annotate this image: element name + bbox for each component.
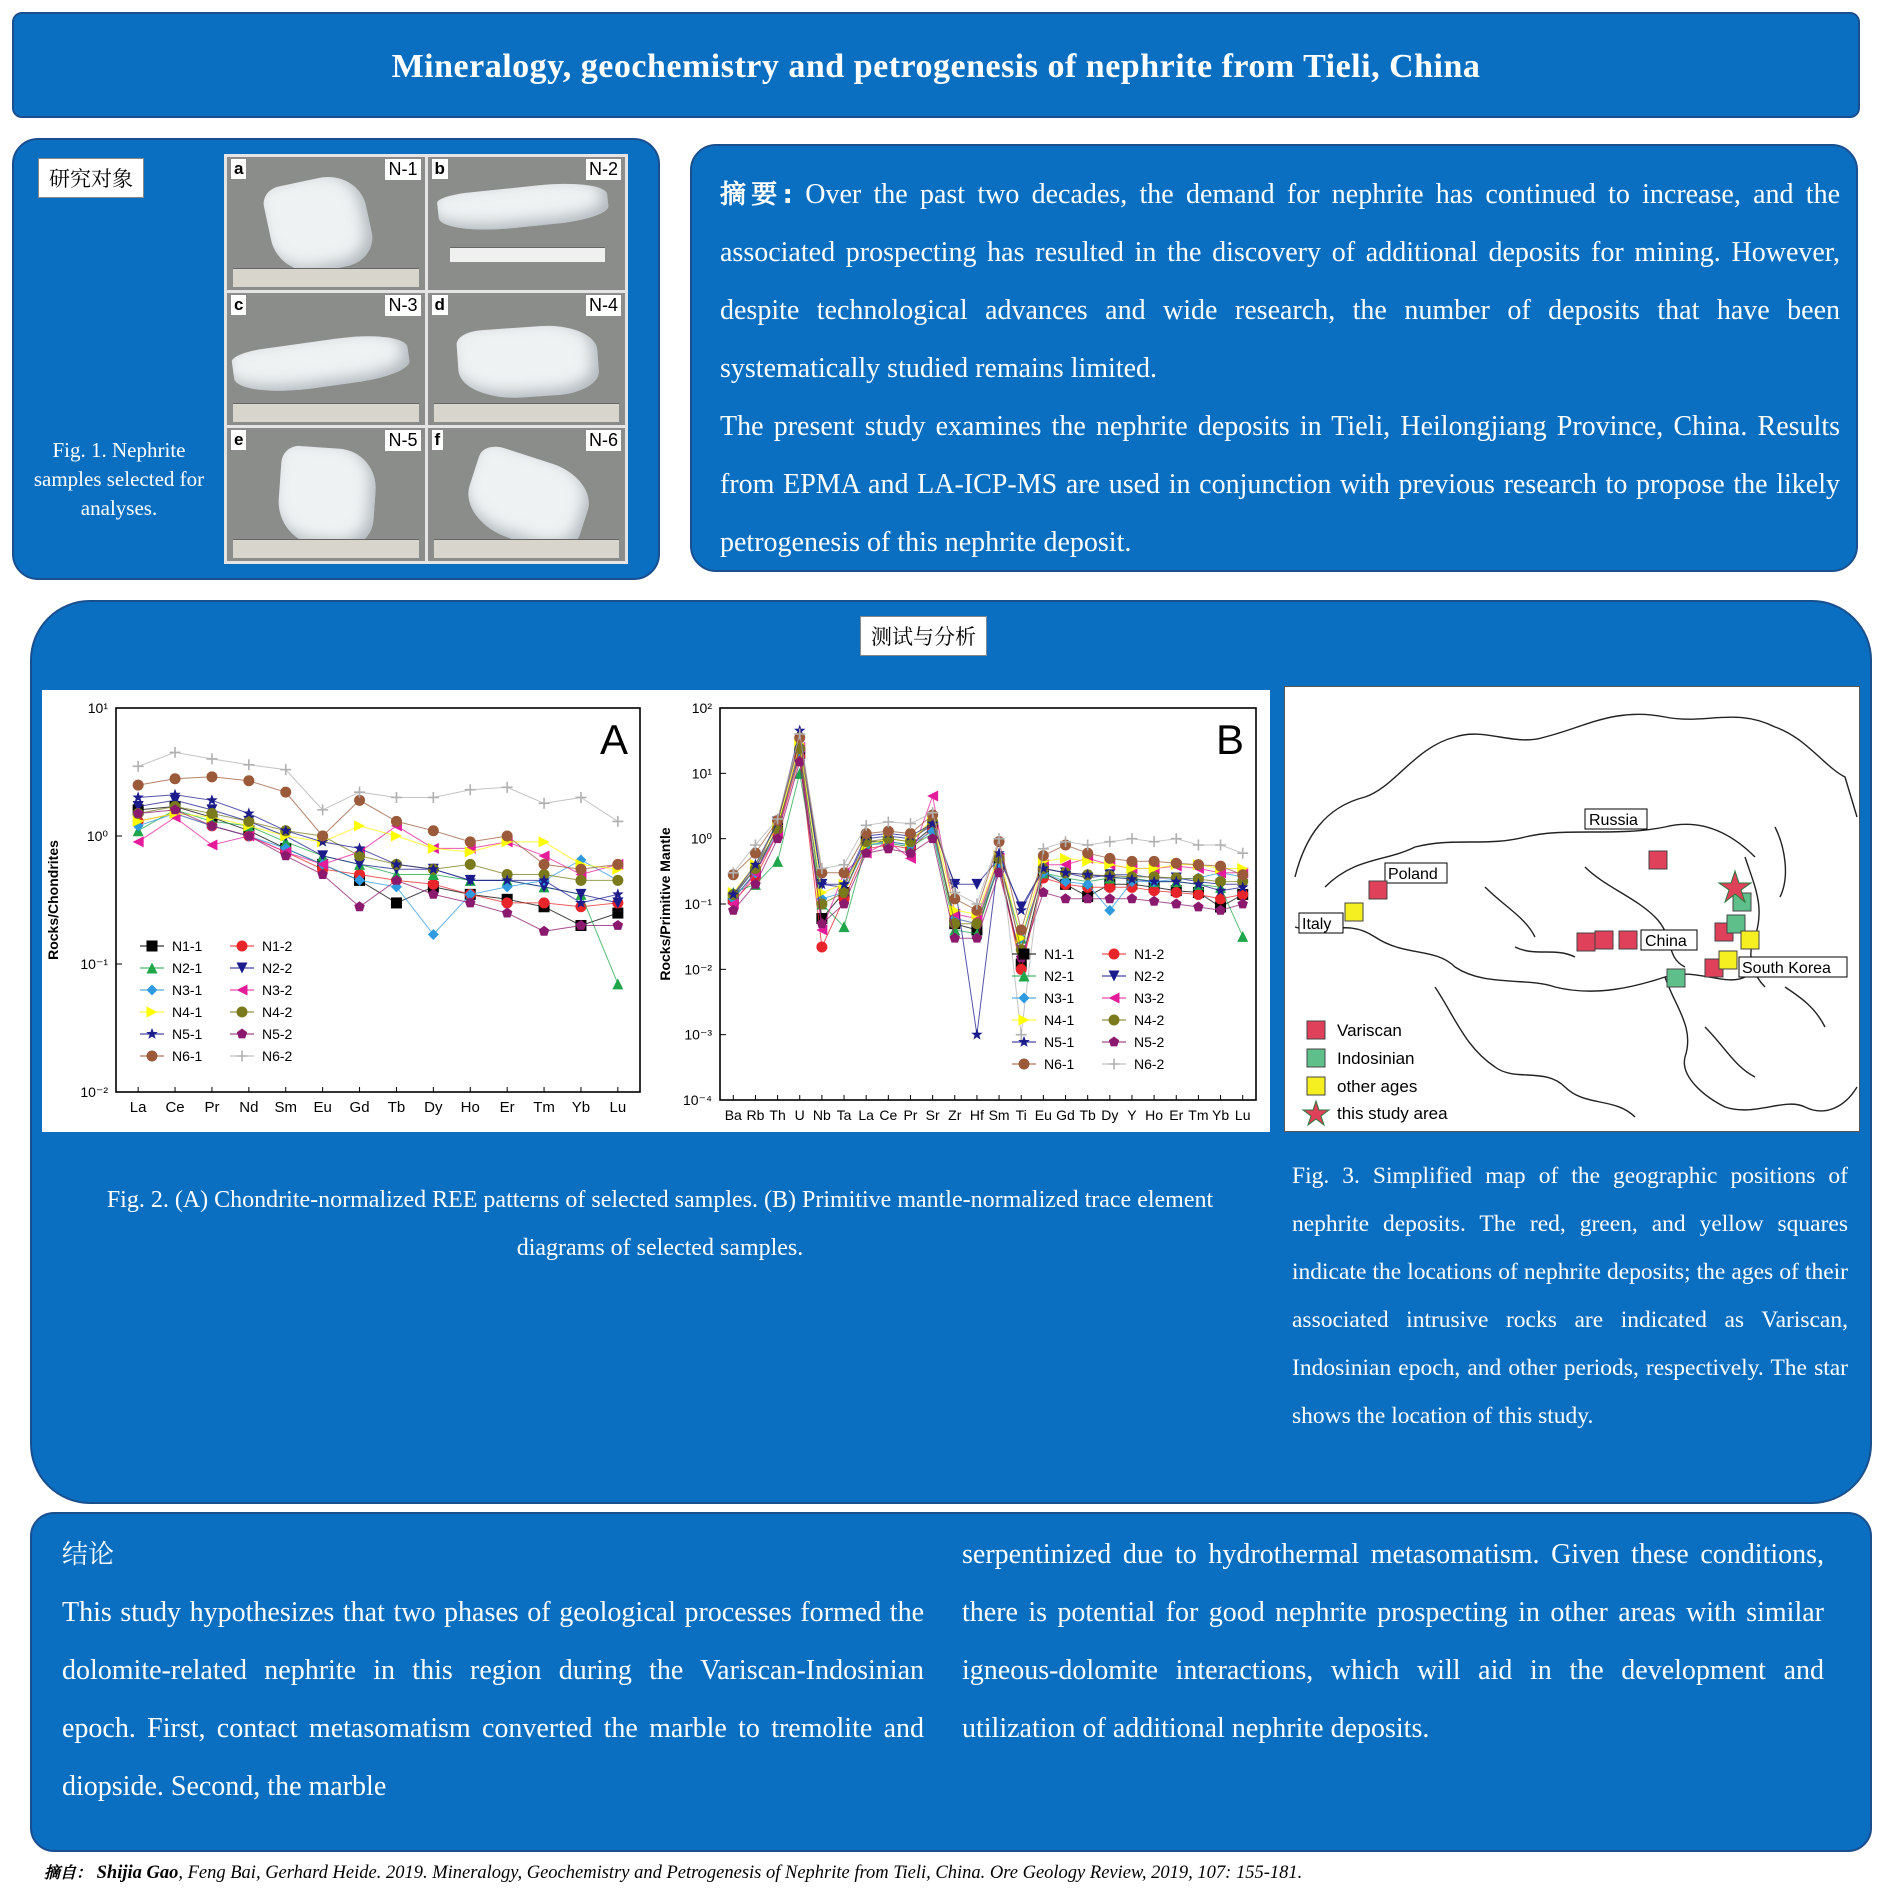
panel-label: B [1215, 716, 1244, 763]
data-point [317, 831, 328, 842]
x-tick-label: La [129, 1099, 147, 1116]
data-point [132, 791, 144, 802]
poster-title: Mineralogy, geochemistry and petrogenesis of nephrite from Tieli, China [391, 48, 1481, 85]
data-point [1193, 859, 1204, 870]
x-tick-label: Gd [349, 1099, 370, 1116]
data-point [1171, 899, 1182, 909]
data-point [1149, 836, 1160, 847]
data-point [465, 784, 476, 795]
data-point [1016, 1029, 1027, 1040]
trace-chart-b [656, 690, 1270, 1132]
data-point [354, 850, 365, 861]
data-point [391, 831, 402, 842]
data-point [1060, 893, 1071, 903]
data-point [1193, 889, 1204, 900]
data-point [354, 820, 365, 831]
data-point [1126, 833, 1137, 844]
data-point [465, 836, 476, 847]
title-banner [12, 12, 1860, 118]
fig2-caption: Fig. 2. (A) Chondrite-normalized REE patterns of selected samples. (B) Primitive mantle-normalized trace element diagrams of selected samples. [106, 1187, 1214, 1261]
data-point [428, 879, 439, 890]
variscan-deposit-marker [1595, 931, 1613, 949]
other-age-deposit-marker [1345, 903, 1363, 921]
sample-photo: f N-6 [428, 428, 626, 561]
series-N4-2 [133, 801, 624, 886]
x-tick-label: Nb [812, 1107, 831, 1123]
series-line [733, 747, 1242, 949]
x-tick-label: Y [1127, 1107, 1137, 1123]
variscan-deposit-marker [1577, 933, 1595, 951]
legend-label: N2-1 [172, 960, 203, 976]
data-point [905, 818, 916, 829]
x-tick-label: Dy [424, 1099, 443, 1116]
conclusion-label: 结论 [62, 1540, 115, 1570]
y-tick-label: 10¹ [691, 765, 712, 782]
legend-study-area: this study area [1337, 1104, 1448, 1123]
data-point [971, 1029, 983, 1040]
x-tick-label: Eu [1034, 1107, 1052, 1123]
legend-label: N5-1 [172, 1026, 203, 1042]
legend-marker [1109, 1037, 1119, 1047]
legend-label: N1-2 [262, 938, 293, 954]
variscan-deposit-marker [1619, 931, 1637, 949]
x-tick-label: Tb [387, 1099, 406, 1116]
data-point [1127, 893, 1138, 903]
legend-label: N3-2 [262, 982, 293, 998]
x-tick-label: Er [1169, 1107, 1184, 1123]
legend-marker [237, 941, 248, 952]
x-tick-label: Ho [1145, 1107, 1164, 1123]
chart-legend [1012, 946, 1165, 1072]
data-point [1171, 858, 1182, 869]
series-N5-1 [132, 789, 623, 908]
data-point [1193, 902, 1203, 912]
y-axis-label: Rocks/Primitive Mantle [657, 827, 673, 981]
data-point [539, 798, 550, 809]
legend-marker [237, 985, 248, 996]
data-point [502, 782, 513, 793]
legend-marker [237, 1029, 247, 1039]
data-point [206, 753, 217, 764]
abstract-para-2: The present study examines the nephrite deposits in Tieli, Heilongjiang Province, China. Results from EPMA and LA-ICP-MS are used in conjunction with previous research to propose the likely petrogenesis of this nephrite deposit. [720, 411, 1840, 558]
x-tick-label: Zr [948, 1107, 962, 1123]
legend-label: N6-2 [1134, 1056, 1165, 1072]
legend-label: N2-1 [1044, 968, 1075, 984]
data-point [1104, 853, 1115, 864]
y-tick-label: 10⁻⁴ [683, 1092, 712, 1108]
legend-marker [1019, 993, 1030, 1004]
data-point [502, 897, 513, 908]
ree-chart-a [42, 690, 656, 1132]
y-axis-label: Rocks/Chondrites [45, 840, 61, 960]
data-point [428, 792, 439, 803]
abstract-para-1: Over the past two decades, the demand for nephrite has continued to increase, and the associated prospecting has resulted in the discovery of additional deposits for mining. However, despite technological advances and wide research, the number of deposits that have been systematically studied remains limited. [720, 179, 1841, 384]
x-tick-label: Ba [724, 1107, 742, 1123]
series-line [733, 731, 1242, 1035]
indosinian-deposit-marker [1667, 969, 1685, 987]
data-point [1082, 839, 1093, 850]
x-tick-label: Ce [165, 1099, 185, 1116]
y-tick-label: 10⁰ [690, 830, 712, 847]
chart-legend [140, 938, 293, 1064]
map-label-russia: Russia [1589, 812, 1638, 829]
legend-label: N4-2 [262, 1004, 293, 1020]
legend-label: N6-1 [1044, 1056, 1075, 1072]
legend-marker [1019, 949, 1030, 960]
data-point [772, 856, 783, 867]
data-point [539, 859, 550, 870]
legend-variscan: Variscan [1337, 1021, 1402, 1040]
y-tick-label: 10² [691, 700, 712, 716]
other-age-deposit-marker [1719, 951, 1737, 969]
data-point [1237, 931, 1248, 942]
data-point [575, 792, 586, 803]
series-N6-2 [133, 747, 624, 827]
legend-label: N4-1 [1044, 1012, 1075, 1028]
x-tick-label: U [794, 1107, 805, 1123]
legend-marker [1019, 1059, 1030, 1070]
data-point [391, 816, 402, 827]
legend-label: N5-2 [262, 1026, 293, 1042]
variscan-deposit-marker [1369, 881, 1387, 899]
legend-label: N1-2 [1134, 946, 1165, 962]
panel-label: A [599, 716, 628, 763]
abstract-text [720, 166, 1840, 572]
x-tick-label: Dy [1101, 1107, 1119, 1123]
citation-tag: 摘自： [44, 1863, 93, 1882]
data-point [1237, 848, 1248, 859]
legend-label: N4-1 [172, 1004, 203, 1020]
legend-label: N5-1 [1044, 1034, 1075, 1050]
data-point [243, 816, 254, 827]
data-point [1171, 887, 1182, 898]
data-point [927, 790, 938, 801]
data-point [575, 875, 586, 886]
legend-marker [1109, 1015, 1120, 1026]
map-svg [1285, 687, 1859, 1131]
data-point [502, 831, 513, 842]
x-tick-label: Yb [1211, 1107, 1230, 1123]
y-tick-label: 10⁻¹ [684, 896, 712, 912]
data-point [170, 747, 181, 758]
data-point [1238, 899, 1248, 909]
x-tick-label: Sm [988, 1107, 1010, 1123]
x-tick-label: La [858, 1107, 874, 1123]
legend-label: N2-2 [1134, 968, 1165, 984]
sample-photo: b N-2 [428, 157, 626, 290]
x-tick-label: Tb [1079, 1107, 1096, 1123]
data-point [816, 899, 827, 910]
legend-other-ages: other ages [1337, 1077, 1418, 1096]
sample-photo-grid [224, 154, 628, 564]
data-point [465, 859, 476, 870]
abstract-panel [690, 144, 1858, 572]
legend-label: N6-1 [172, 1048, 203, 1064]
map-label-poland: Poland [1388, 866, 1438, 883]
x-tick-label: Sr [925, 1107, 940, 1123]
citation-author: Shijia Gao [96, 1863, 179, 1883]
legend-label: N1-1 [172, 938, 203, 954]
data-point [1171, 833, 1182, 844]
data-point [612, 816, 623, 827]
map-label-south-korea: South Korea [1742, 960, 1831, 977]
legend-marker [237, 1007, 248, 1018]
legend-label: N4-2 [1134, 1012, 1165, 1028]
legend-marker [1109, 1059, 1120, 1070]
x-tick-label: Er [499, 1099, 515, 1116]
fig1-caption: Fig. 1. Nephrite samples selected for analyses. [33, 438, 205, 520]
series-N2-1 [133, 804, 624, 989]
legend-label: N3-2 [1134, 990, 1165, 1006]
legend-marker [147, 985, 158, 996]
y-tick-label: 10¹ [87, 700, 108, 716]
data-point [883, 816, 894, 827]
x-tick-label: Eu [313, 1099, 332, 1116]
x-tick-label: Pr [204, 1099, 220, 1116]
legend-marker [147, 941, 158, 952]
data-point [539, 836, 550, 847]
data-point [905, 828, 916, 839]
data-point [206, 808, 217, 819]
x-tick-label: Pr [903, 1107, 918, 1123]
sample-photo: d N-4 [428, 293, 626, 426]
legend-label: N2-2 [262, 960, 293, 976]
legend-marker [237, 1051, 248, 1062]
data-point [612, 978, 623, 989]
legend-marker [146, 1028, 158, 1039]
data-point [354, 787, 365, 798]
y-tick-label: 10⁻¹ [80, 956, 108, 972]
map-label-italy: Italy [1302, 916, 1332, 933]
citation [44, 1860, 1302, 1884]
series-line [733, 762, 1242, 958]
data-point [243, 759, 254, 770]
x-tick-label: Nd [239, 1099, 259, 1116]
data-point [428, 825, 439, 836]
legend-marker [1019, 1015, 1030, 1026]
x-tick-label: Lu [609, 1099, 627, 1116]
data-point [1215, 839, 1226, 850]
variscan-deposit-marker [1649, 851, 1667, 869]
data-point [206, 771, 217, 782]
data-point [816, 941, 827, 952]
data-point [1237, 869, 1248, 880]
legend-marker [1018, 1036, 1030, 1047]
legend-marker [1109, 993, 1120, 1004]
y-tick-label: 10⁻² [684, 961, 712, 978]
y-tick-label: 10⁻² [80, 1084, 108, 1100]
legend-label: N6-2 [262, 1048, 293, 1064]
map-label-china: China [1645, 933, 1687, 950]
x-tick-label: Th [769, 1107, 786, 1123]
conclusion-col-2: serpentinized due to hydrothermal metasomatism. Given these conditions, there is potential for good nephrite prospecting in other areas with similar igneous-dolomite interactions, which will aid in the development and utilization of additional nephrite deposits. [962, 1539, 1824, 1744]
series-line [138, 810, 618, 984]
data-point [206, 840, 217, 851]
data-point [133, 761, 144, 772]
legend-label: N5-2 [1134, 1034, 1165, 1050]
data-point [354, 901, 365, 911]
data-point [243, 775, 254, 786]
data-point [861, 820, 872, 831]
x-tick-label: Yb [571, 1099, 591, 1116]
data-point [170, 773, 181, 784]
x-tick-label: Sm [274, 1099, 297, 1116]
x-tick-label: Ce [879, 1107, 898, 1123]
data-point [391, 897, 402, 908]
x-tick-label: Ho [460, 1099, 480, 1116]
conclusion-col-1: This study hypothesizes that two phases of geological processes formed the dolomite-related nephrite in this region during the Variscan-Indosinian epoch. First, contact metasomatism converted the marble to tremolite and diopside. Second, the marble [62, 1597, 924, 1802]
y-tick-label: 10⁻³ [684, 1026, 712, 1043]
series-N1-1 [133, 801, 624, 931]
sample-photo: e N-5 [227, 428, 425, 561]
citation-rest: , Feng Bai, Gerhard Heide. 2019. Mineralogy, Geochemistry and Petrogenesis of Nephrite from Tieli, China. Ore Geology Review, 2019, 107: 155-181. [178, 1863, 1303, 1883]
x-tick-label: Hf [969, 1107, 984, 1123]
data-point [133, 836, 144, 847]
y-tick-label: 10⁰ [86, 828, 108, 844]
data-point [1149, 896, 1159, 906]
data-point [1126, 856, 1137, 867]
data-point [133, 780, 144, 791]
legend-label: N1-1 [1044, 946, 1075, 962]
series-line [733, 757, 1242, 970]
data-point [1215, 861, 1226, 872]
sample-photo: c N-3 [227, 293, 425, 426]
data-point [1149, 856, 1160, 867]
indosinian-deposit-marker [1727, 915, 1745, 933]
legend-marker [147, 1007, 158, 1018]
data-point [612, 875, 623, 886]
sample-photo: a N-1 [227, 157, 425, 290]
legend-indosinian: Indosinian [1337, 1049, 1415, 1068]
other-age-deposit-marker [1741, 931, 1759, 949]
research-object-label: 研究对象 [38, 158, 144, 198]
deposit-map [1284, 686, 1860, 1132]
legend-label: N3-1 [1044, 990, 1075, 1006]
x-tick-label: Gd [1056, 1107, 1075, 1123]
abstract-label: 摘要: [720, 180, 793, 210]
series-line [733, 754, 1242, 965]
data-point [1016, 924, 1027, 935]
legend-marker [147, 1051, 158, 1062]
fig3-caption: Fig. 3. Simplified map of the geographic positions of nephrite deposits. The red, green, and yellow squares indicate the locations of nephrite deposits; the ages of their associated intrusive rocks are indicated as Variscan, Indosinian epoch, and other periods, respectively. The star shows the location of this study. [1292, 1163, 1848, 1429]
data-point [206, 794, 218, 805]
data-point [1104, 836, 1115, 847]
series-line [733, 749, 1242, 950]
data-point [612, 908, 623, 919]
data-point [612, 859, 623, 870]
data-point [391, 792, 402, 803]
data-point [613, 920, 624, 930]
legend-marker [1109, 949, 1120, 960]
testing-label: 测试与分析 [860, 616, 987, 656]
series-N3-1 [133, 808, 624, 940]
x-tick-label: Tm [1188, 1107, 1209, 1123]
data-point [575, 864, 586, 875]
x-tick-label: Ta [836, 1107, 852, 1123]
data-point [1237, 889, 1248, 900]
data-point [1193, 839, 1204, 850]
x-tick-label: Ti [1015, 1107, 1027, 1123]
fig2-chart-area [42, 690, 1270, 1132]
x-tick-label: Lu [1234, 1107, 1251, 1123]
data-point [1105, 893, 1115, 903]
legend-label: N3-1 [172, 982, 203, 998]
data-point [539, 926, 550, 936]
x-tick-label: Tm [533, 1099, 555, 1116]
data-point [502, 908, 513, 918]
x-tick-label: Rb [746, 1107, 765, 1123]
data-point [539, 897, 550, 908]
data-point [280, 787, 291, 798]
